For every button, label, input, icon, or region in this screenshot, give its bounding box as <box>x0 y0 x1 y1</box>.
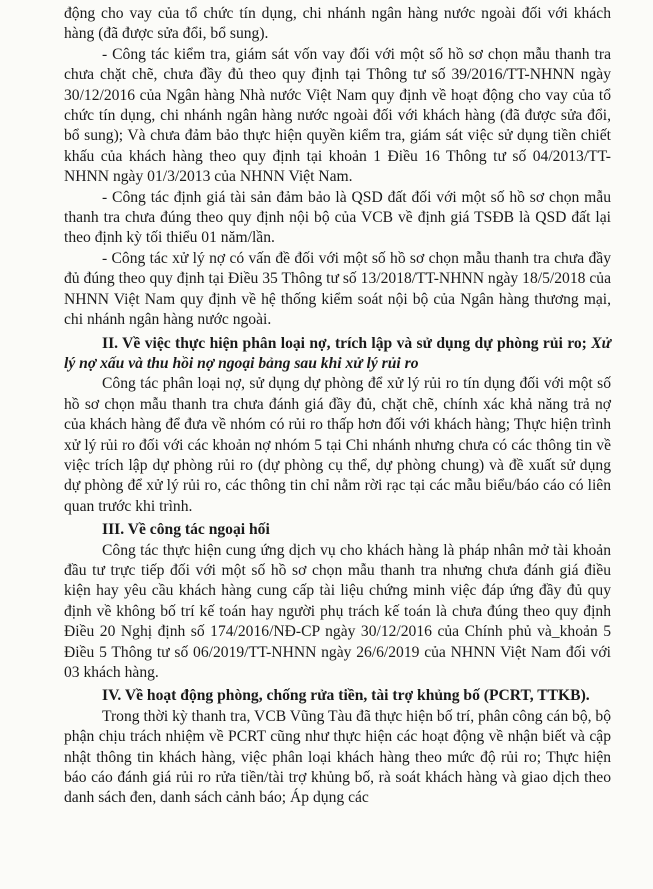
heading-section-ii-main: II. Về việc thực hiện phân loại nợ, trích lập và sử dụng dự phòng rủi ro; <box>102 334 592 352</box>
paragraph-aml: Trong thời kỳ thanh tra, VCB Vũng Tàu đã thực hiện bố trí, phân công cán bộ, bộ phận chịu trách nhiệm về PCRT cũng như thực hiện các hoạt động về nhận biết và cập nhật thông tin khách hàng, việc phân loại khách hàng theo mức độ rủi ro; Thực hiện báo cáo đánh giá rủi ro rửa tiền/tài trợ khủng bố, rà soát khách hàng và giao dịch theo danh sách đen, danh sách cảnh báo; Áp dụng các <box>64 707 612 807</box>
paragraph-collateral-valuation: - Công tác định giá tài sản đảm bảo là QSD đất đối với một số hồ sơ chọn mẫu thanh tra chưa đúng theo quy định nội bộ của VCB về định giá TSĐB là QSD đất lại theo định kỳ tối thiểu 01 năm/lần. <box>64 188 611 247</box>
paragraph-foreign-exchange: Công tác thực hiện cung ứng dịch vụ cho khách hàng là pháp nhân mở tài khoản đầu tư trực tiếp đối với một số hồ sơ chọn mẫu thanh tra nhưng chưa đánh giá điều kiện hay yêu cầu khách hàng cung cấp tài liệu chứng minh việc đáp ứng đầy đủ quy định về không bố trí kế toán hay người phụ trách kế toán là chưa đúng theo quy định Điều 20 Nghị định số 174/2016/NĐ-CP ngày 30/12/2016 của Chính phủ và_khoản 5 Điều 5 Thông tư số 06/2019/TT-NHNN ngày 26/6/2019 của NHNN Việt Nam đối với 03 khách hàng. <box>64 541 611 681</box>
paragraph-problem-debt: - Công tác xử lý nợ có vấn đề đối với một số hồ sơ chọn mẫu thanh tra chưa đầy đủ đúng theo quy định tại Điều 35 Thông tư số 13/2018/TT-NHNN ngày 18/5/2018 của NHNN Việt Nam quy định về hệ thống kiểm soát nội bộ của Ngân hàng thương mại, chi nhánh ngân hàng nước ngoài. <box>64 249 611 329</box>
heading-section-ii <box>64 334 611 375</box>
paragraph-loan-supervision: - Công tác kiểm tra, giám sát vốn vay đối với một số hồ sơ chọn mẫu thanh tra chưa chặt chẽ, chưa đầy đủ theo quy định tại Thông tư số 39/2016/TT-NHNN ngày 30/12/2016 của Ngân hàng Nhà nước Việt Nam quy định về hoạt động cho vay của tổ chức tín dụng, chi nhánh ngân hàng nước ngoài đối với khách hàng (đã được sửa đổi, bổ sung); Và chưa đảm bảo thực hiện quyền kiểm tra, giám sát việc sử dụng tiền chiết khấu của khách hàng theo quy định tại khoản 1 Điều 16 Thông tư số 04/2013/TT-NHNN ngày 01/3/2013 của NHNN Việt Nam. <box>64 45 611 186</box>
heading-section-ii-tail: Xử lý nợ xấu và thu hồi nợ ngoại bảng sau khi xử lý rủi ro <box>64 334 611 372</box>
paragraph-continuation: động cho vay của tổ chức tín dụng, chi nhánh ngân hàng nước ngoài đối với khách hàng (đã được sửa đổi, bổ sung). <box>64 5 611 43</box>
heading-section-iii: III. Về công tác ngoại hối <box>102 521 270 539</box>
paragraph-debt-classification: Công tác phân loại nợ, sử dụng dự phòng để xử lý rủi ro tín dụng đối với một số hồ sơ chọn mẫu thanh tra chưa đánh giá đầy đủ, chặt chẽ, chính xác khả năng trả nợ của khách hàng để đưa về nhóm có rủi ro thấp hơn đối với khách hàng; Thực hiện trình xử lý rủi ro đối với các khoản nợ nhóm 5 tại Chi nhánh nhưng chưa có các thông tin về việc trích lập dự phòng rủi ro (dự phòng cụ thể, dự phòng chung) và đề xuất sử dụng dự phòng để xử lý rủi ro, các thông tin chỉ nằm rời rạc tại các mẫu biểu/báo cáo có liên quan trước khi trình. <box>64 375 611 515</box>
heading-section-iv: IV. Về hoạt động phòng, chống rửa tiền, tài trợ khủng bố (PCRT, TTKB). <box>102 687 590 705</box>
